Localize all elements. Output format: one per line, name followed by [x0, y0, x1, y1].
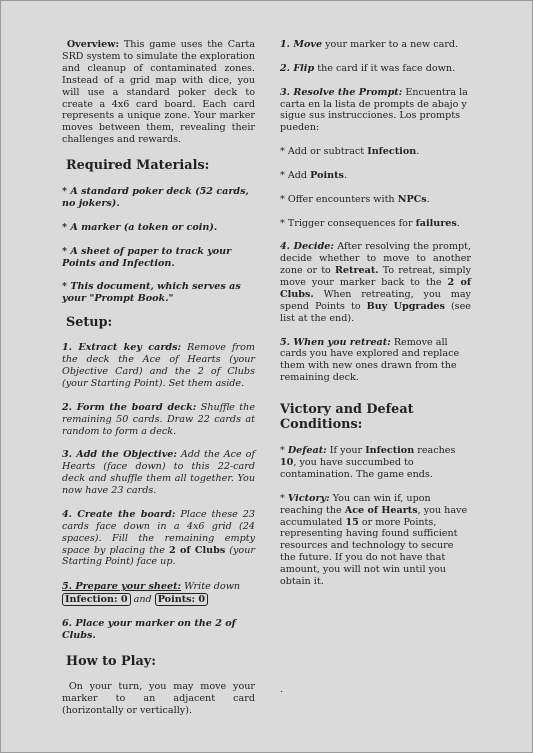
- step-text: Remove from the deck the Ace of Hearts (your Objective Card) and the 2 of Clubs (your Starting Point). Set them aside.: [62, 342, 255, 389]
- step-bold: Buy Upgrades: [366, 300, 445, 312]
- bullet-end: .: [456, 217, 460, 229]
- step-text: Encuentra la carta en la lista de prompts de abajo y sigue sus instrucciones. Los prompts pueden:: [280, 86, 468, 134]
- overview-paragraph: [62, 39, 255, 146]
- howto-text: [62, 681, 255, 717]
- step-text: (see list at the end).: [280, 300, 471, 324]
- material-item: * A sheet of paper to track your Points and Infection.: [62, 245, 232, 269]
- right-column: [280, 39, 471, 600]
- infection-box: Infection: 0: [62, 593, 131, 606]
- prompt-bullet: [280, 146, 471, 158]
- step-label: 3. Add the Objective:: [62, 449, 177, 461]
- condition-text: You can win if, upon reaching the: [280, 492, 431, 516]
- turn-step-retreat: [280, 337, 471, 385]
- materials-heading: Required Materials:: [66, 158, 210, 174]
- bullet-bold: Infection: [367, 146, 417, 158]
- setup-step-3: [62, 449, 255, 497]
- step-text: Remove all cards you have explored and replace them with new ones drawn from the remaining deck.: [280, 336, 460, 384]
- step-text: After resolving the prompt, decide whether to move to another zone or to: [280, 241, 471, 277]
- step-text: Place these 23 cards face down in a 4x6 grid (24 spaces). Fill the remaining empty space by placing the: [62, 508, 255, 556]
- condition-label: Defeat:: [287, 445, 327, 457]
- step-bold: Retreat.: [334, 265, 379, 277]
- step-label: 5. When you retreat:: [280, 336, 391, 348]
- howto-body: On your turn, you may move your marker to an adjacent card (horizontally or vertically).: [62, 680, 255, 716]
- turn-step-flip: [280, 63, 471, 75]
- condition-text: , you have accumulated: [280, 504, 468, 528]
- step-text: Write down: [184, 581, 241, 593]
- and-text: and: [133, 594, 152, 606]
- left-column: [62, 39, 255, 729]
- step-label: 2. Form the board deck:: [62, 401, 197, 413]
- setup-step-4: [62, 509, 255, 569]
- bullet-bold: Points: [310, 169, 344, 181]
- prompt-bullet: [280, 218, 471, 230]
- condition-bold: Infection: [365, 445, 415, 457]
- setup-heading: Setup:: [66, 315, 113, 331]
- bullet-text: * Add or subtract: [280, 146, 365, 158]
- victory-condition: [280, 493, 471, 588]
- turn-step-move: [280, 39, 471, 51]
- condition-bold: 10: [280, 457, 294, 469]
- condition-label: Victory:: [287, 492, 330, 504]
- step-label: 1. Extract key cards:: [62, 342, 182, 354]
- setup-step-1: [62, 342, 255, 390]
- points-box: Points: 0: [155, 593, 208, 606]
- turn-step-resolve: [280, 87, 471, 135]
- bullet-end: .: [426, 193, 430, 205]
- step-label: 3. Resolve the Prompt:: [280, 86, 403, 98]
- setup-step-6: 6. Place your marker on the 2 of Clubs.: [62, 618, 236, 642]
- condition-text: If your: [329, 445, 363, 457]
- bullet-star: *: [280, 445, 285, 457]
- condition-text: , you have succumbed to contamination. The game ends.: [280, 457, 433, 480]
- condition-bold: Ace of Hearts: [344, 504, 418, 516]
- prompt-bullet: [280, 194, 471, 206]
- step-bold: 2 of Clubs: [168, 544, 226, 556]
- step-label: 5. Prepare your sheet:: [62, 581, 182, 593]
- step-text: the card if it was face down.: [317, 62, 456, 74]
- step-text: (your Starting Point) face up.: [62, 544, 255, 568]
- setup-step-2: [62, 402, 255, 438]
- bullet-bold: NPCs: [397, 193, 427, 205]
- condition-text: reaches: [417, 445, 456, 457]
- bullet-end: .: [416, 146, 420, 158]
- overview-text: This game uses the Carta SRD system to simulate the exploration and cleanup of contaminated zones. Instead of a grid map with dice, you will use a standard poker deck to create a 4x6 card board. Each card represents a unique zone. Your marker moves between them, revealing their challenges and rewards.: [62, 39, 255, 146]
- overview-label: Overview:: [66, 39, 120, 50]
- prompt-bullet: [280, 170, 471, 182]
- howto-heading: How to Play:: [66, 653, 156, 669]
- step-bold: 2 of Clubs.: [280, 277, 471, 300]
- victory-heading: Victory and Defeat Conditions:: [280, 402, 414, 433]
- bullet-bold: failures: [415, 217, 457, 229]
- bullet-end: .: [343, 169, 347, 181]
- material-item: * A marker (a token or coin).: [62, 221, 218, 233]
- step-text: To retreat, simply move your marker back to the: [280, 265, 471, 289]
- step-label: 4. Decide:: [280, 241, 334, 253]
- step-text: Shuffle the remaining 50 cards. Draw 22 cards at random to form a deck.: [62, 401, 255, 437]
- bullet-text: * Add: [280, 169, 308, 181]
- bullet-text: * Trigger consequences for: [280, 217, 413, 229]
- setup-step-5: [62, 580, 255, 606]
- turn-step-decide: [280, 241, 471, 324]
- step-text: When retreating, you may spend Points to: [280, 288, 471, 312]
- material-item: * A standard poker deck (52 cards, no jokers).: [62, 186, 249, 210]
- step-text: Add the Ace of Hearts (face down) to this 22-card deck and shuffle them all together. You now have 23 cards.: [62, 449, 255, 497]
- step-label: 4. Create the board:: [62, 508, 176, 520]
- step-label: 2. Flip: [280, 62, 315, 74]
- material-item: * This document, which serves as your "Prompt Book.": [62, 281, 241, 305]
- defeat-condition: [280, 445, 471, 481]
- condition-bold: 15: [345, 516, 359, 528]
- bullet-text: * Offer encounters with: [280, 193, 395, 205]
- condition-text: or more Points, representing having found sufficient resources and technology to secure the future. If you do not have that amount, you will not win until you obtain it.: [280, 516, 458, 588]
- bullet-star: *: [280, 492, 285, 504]
- step-text: your marker to a new card.: [325, 39, 459, 50]
- stray-dot: .: [280, 684, 284, 695]
- step-label: 1. Move: [280, 39, 323, 50]
